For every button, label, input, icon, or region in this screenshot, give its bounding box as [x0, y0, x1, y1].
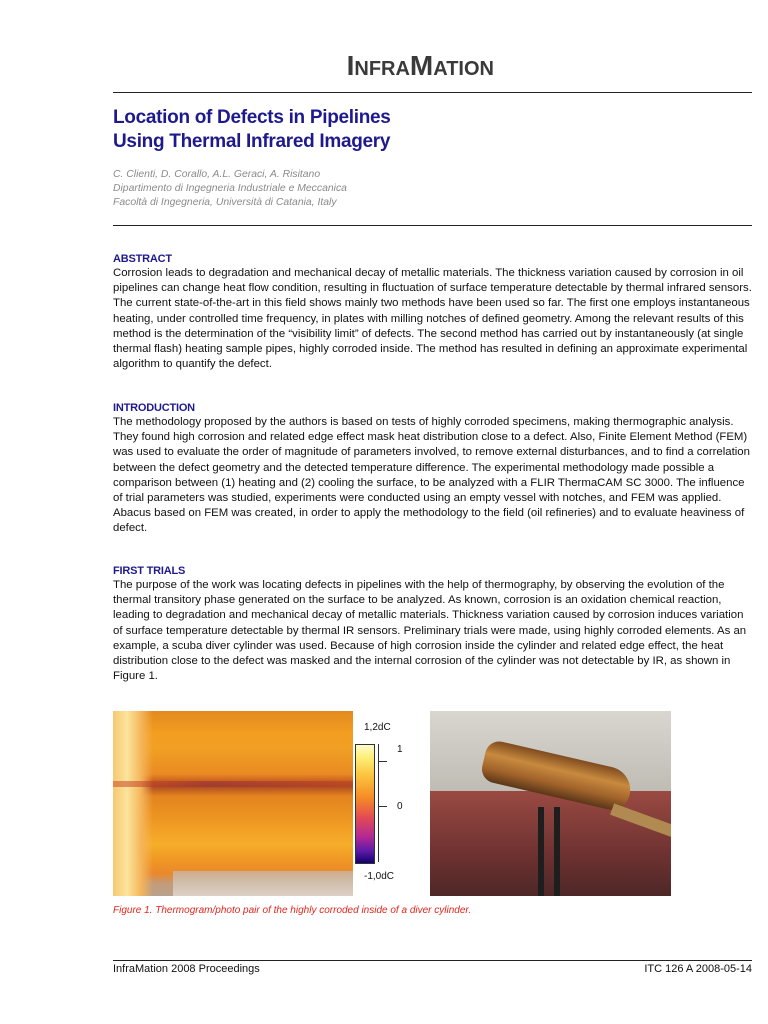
- figure-caption: Figure 1. Thermogram/photo pair of the highly corroded inside of a diver cylinder.: [113, 905, 472, 916]
- colorbar-label-0: 0: [397, 801, 403, 812]
- header-rule: [113, 92, 752, 93]
- introduction-heading: INTRODUCTION: [113, 402, 195, 414]
- paper-title: [113, 106, 713, 154]
- introduction-section: [113, 401, 753, 537]
- authors: C. Clienti, D. Corallo, A.L. Geraci, A. Risitano: [113, 169, 321, 180]
- temperature-colorbar: [355, 744, 375, 864]
- colorbar-label-max: 1,2dC: [364, 722, 391, 733]
- first-trials-section: [113, 564, 753, 684]
- colorbar-label-min: -1,0dC: [364, 871, 395, 882]
- abstract-text: Corrosion leads to degradation and mechanical decay of metallic materials. The thickness variation caused by corrosion in oil pipelines can change heat flow condition, resulting in fluctuation of surface temperature detectable by thermal infrared sensors. The current state-of-the-art in this field shows mainly two methods have been used so far. The first one employs instantaneous heating, under controlled time frequency, in plates with milling notches of defined geometry. Among the relevant results of this method is the determination of the “visibility limit” of defects. The second method has carried out by instantaneously (at single thermal flash) heating sample pipes, highly corroded inside. The method has resulted in defining an approximate experimental algorithm to quantify the defect.: [113, 267, 752, 371]
- footer-rule: [113, 960, 752, 961]
- footer-proceedings: InfraMation 2008 Proceedings: [113, 963, 260, 975]
- affiliation-department: Dipartimento di Ingegneria Industriale e Meccanica: [113, 183, 347, 194]
- cylinder-photo: [430, 711, 671, 896]
- first-trials-text: The purpose of the work was locating defects in pipelines with the help of thermography, by observing the evolution of the thermal transitory phase generated on the surface to be analyzed. As known, corrosion is an oxidation chemical reaction, leading to degradation and mechanical decay of metallic materials. Thickness variation caused by corrosion induces variation of surface temperature detectable by thermal IR sensors. Preliminary trials were made, using highly corroded elements. As an example, a scuba diver cylinder was used. Because of high corrosion inside the cylinder and related edge effect, the heat distribution close to the defect was masked and the internal corrosion of the cylinder was not detectable by IR, as shown in Figure 1.: [113, 579, 747, 683]
- title-rule: [113, 225, 752, 226]
- footer-document-id: ITC 126 A 2008-05-14: [644, 963, 752, 975]
- title-line-2: Using Thermal Infrared Imagery: [113, 131, 391, 152]
- thermogram-image: [113, 711, 353, 896]
- title-line-1: Location of Defects in Pipelines: [113, 107, 391, 128]
- colorbar-label-1: 1: [397, 744, 403, 755]
- introduction-text: The methodology proposed by the authors is based on tests of highly corroded specimens, making thermographic analysis. They found high corrosion and related edge effect mask heat distribution close to a defect. Also, Finite Element Method (FEM) was used to evaluate the order of magnitude of parameters involved, to remove external disturbances, and to find a correlation between the defect geometry and the detected temperature difference. The experimental methodology made possible a comparison between (1) heating and (2) cooling the surface, to be analyzed with a FLIR ThermaCAM SC 3000. The influence of trial parameters was studied, experiments were conducted using an empty vessel with notches, and FEM was applied. Abacus based on FEM was created, in order to apply the methodology to the field (oil refineries) and to evaluate heaviness of defect.: [113, 416, 750, 535]
- affiliation-faculty: Facoltà di Ingegneria, Università di Catania, Italy: [113, 197, 337, 208]
- abstract-section: [113, 252, 753, 372]
- first-trials-heading: FIRST TRIALS: [113, 565, 186, 577]
- author-block: [113, 168, 713, 210]
- abstract-heading: ABSTRACT: [113, 253, 172, 265]
- colorbar-ticks: [378, 744, 389, 862]
- inframation-logo: InfraMation: [346, 50, 494, 81]
